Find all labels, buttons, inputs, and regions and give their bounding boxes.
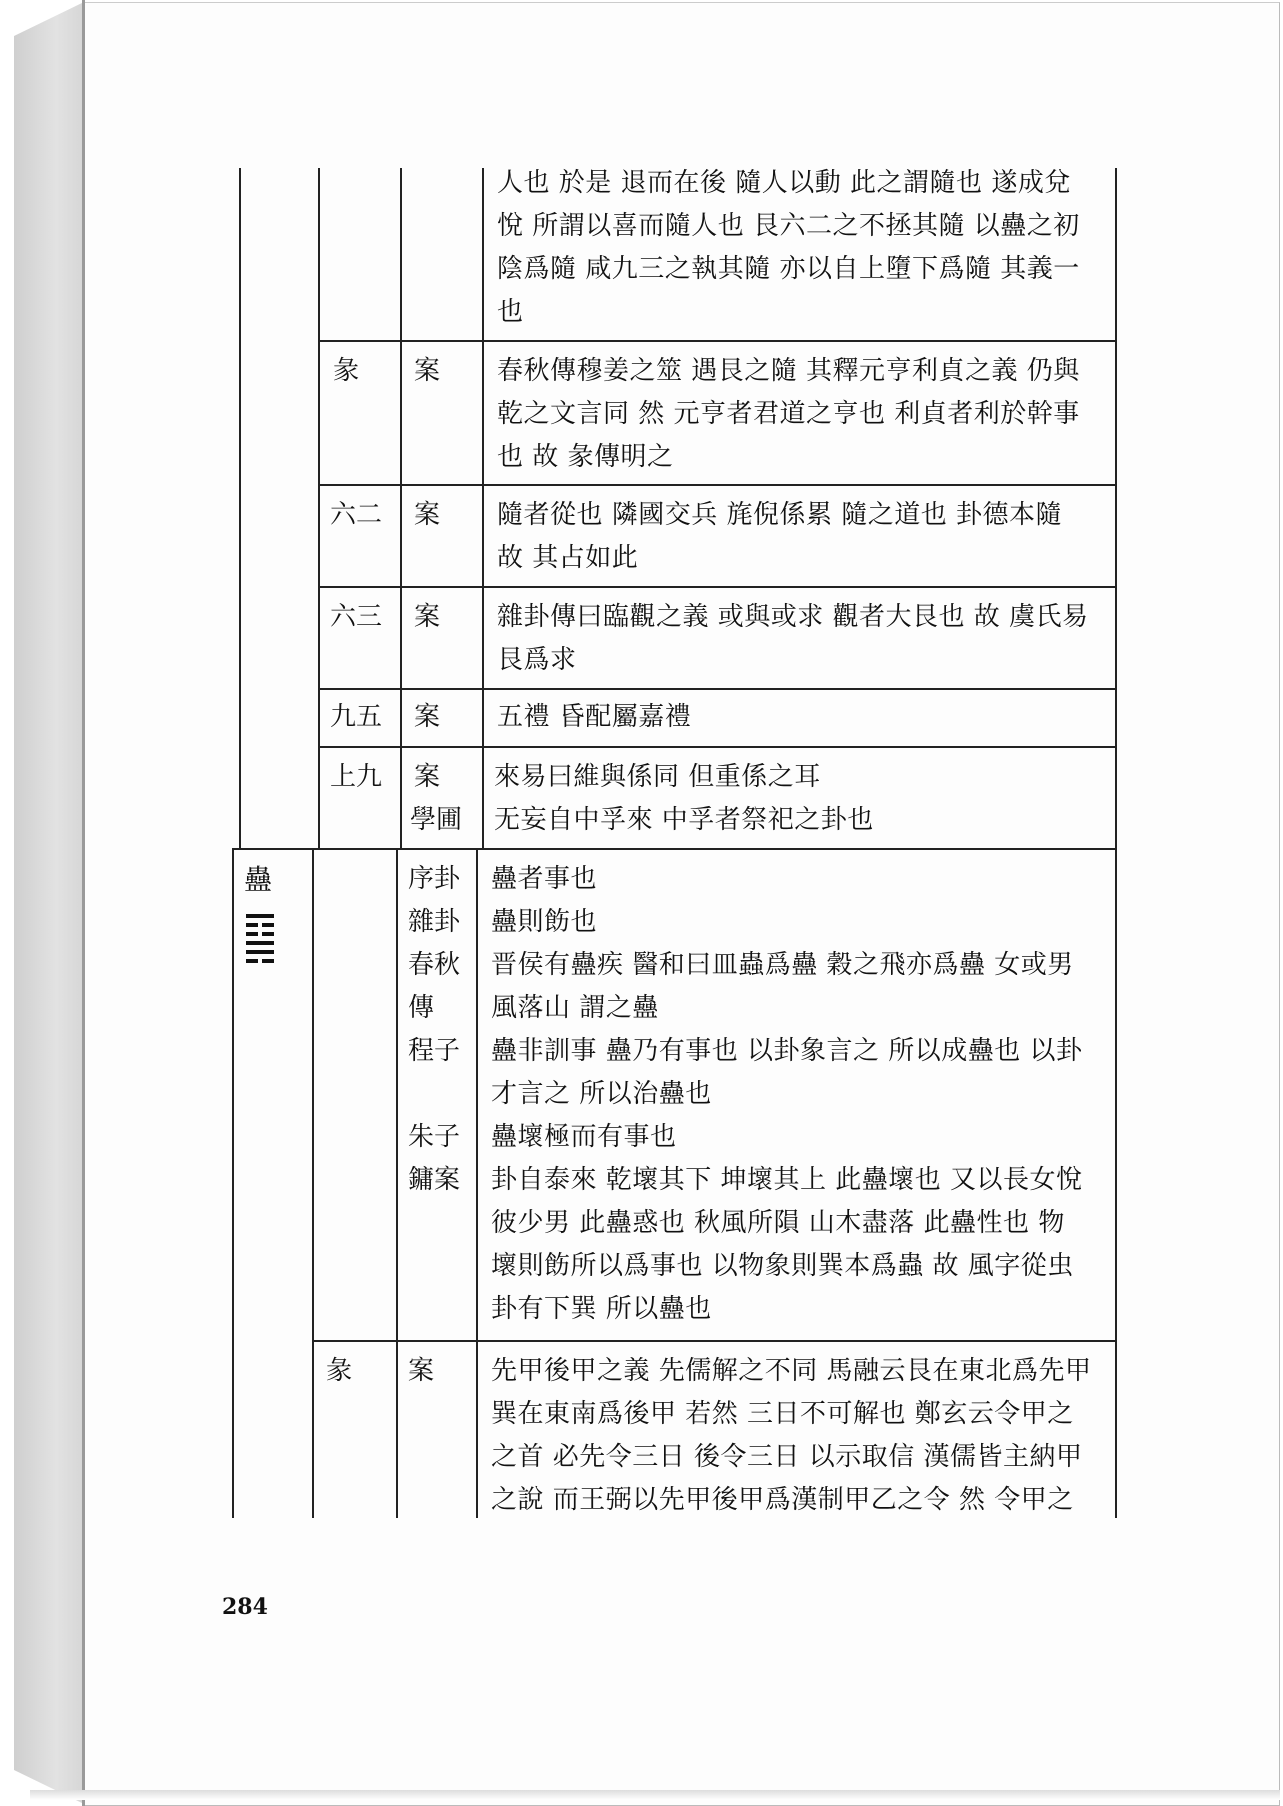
hexagram-title: 蠱 xyxy=(244,863,273,896)
source-label: 鏞案 xyxy=(408,1165,461,1195)
commentary-line: 乾之文言同 然 元亨者君道之亨也 利貞者利於幹事 xyxy=(497,399,1080,429)
column-divider xyxy=(476,850,478,1518)
hexagram-gu-icon xyxy=(246,914,274,968)
source-label: 案 xyxy=(414,702,441,732)
source-label: 朱子 xyxy=(408,1122,461,1152)
page-shadow xyxy=(30,1790,1280,1800)
commentary-line: 卦有下巽 所以蠱也 xyxy=(491,1294,712,1324)
row-divider xyxy=(232,848,1117,850)
source-label: 春秋 xyxy=(408,950,461,980)
line-label: 六三 xyxy=(330,602,383,632)
commentary-line: 无妄自中孚來 中孚者祭祀之卦也 xyxy=(494,805,874,835)
line-label: 六二 xyxy=(330,500,383,530)
source-label: 學圃 xyxy=(410,805,463,835)
row-divider xyxy=(318,340,1117,342)
row-divider xyxy=(318,484,1117,486)
column-divider xyxy=(312,850,314,1518)
source-label: 序卦 xyxy=(408,864,461,894)
commentary-line: 陰爲隨 咸九三之執其隨 亦以自上墮下爲隨 其義一 xyxy=(497,254,1080,284)
commentary-line: 卦自泰來 乾壞其下 坤壞其上 此蠱壞也 又以長女悅 xyxy=(491,1165,1083,1195)
commentary-line: 蠱則飭也 xyxy=(491,907,598,937)
source-label: 案 xyxy=(414,602,441,632)
commentary-line: 晋侯有蠱疾 醫和曰皿蟲爲蠱 穀之飛亦爲蠱 女或男 xyxy=(491,950,1074,980)
commentary-line: 蠱壞極而有事也 xyxy=(491,1122,677,1152)
source-label: 案 xyxy=(414,500,441,530)
commentary-line: 春秋傳穆姜之筮 遇艮之隨 其釋元亨利貞之義 仍與 xyxy=(497,356,1080,386)
row-divider xyxy=(312,1340,1117,1342)
row-divider xyxy=(318,586,1117,588)
source-label: 案 xyxy=(414,762,441,792)
commentary-line: 雜卦傳曰臨觀之義 或與或求 觀者大艮也 故 虞氏易 xyxy=(497,602,1089,632)
row-divider xyxy=(318,688,1117,690)
commentary-line: 蠱者事也 xyxy=(491,864,598,894)
commentary-line: 悅 所謂以喜而隨人也 艮六二之不拯其隨 以蠱之初 xyxy=(497,211,1080,241)
commentary-line: 之說 而王弼以先甲後甲爲漢制甲乙之令 然 令甲之 xyxy=(491,1485,1074,1515)
commentary-line: 也 xyxy=(497,297,524,327)
book-spine xyxy=(14,2,84,1804)
commentary-line: 來易曰維與係同 但重係之耳 xyxy=(494,762,821,792)
commentary-line: 人也 於是 退而在後 隨人以動 此之謂隨也 遂成兌 xyxy=(497,168,1071,198)
column-divider xyxy=(396,850,398,1518)
commentary-line: 風落山 謂之蠱 xyxy=(491,993,659,1023)
table-border-left xyxy=(232,850,234,1518)
table-border-left xyxy=(239,168,241,850)
line-label: 上九 xyxy=(330,762,383,792)
line-label: 九五 xyxy=(330,702,383,732)
commentary-line: 隨者從也 隣國交兵 旄倪係累 隨之道也 卦德本隨 xyxy=(497,500,1063,530)
source-label: 雜卦 xyxy=(408,907,461,937)
commentary-line: 先甲後甲之義 先儒解之不同 馬融云艮在東北爲先甲 xyxy=(491,1356,1092,1386)
commentary-line: 之首 必先令三日 後令三日 以示取信 漢儒皆主納甲 xyxy=(491,1442,1083,1472)
row-divider xyxy=(318,746,1117,748)
commentary-line: 也 故 彖傳明之 xyxy=(497,442,674,472)
commentary-line: 故 其占如此 xyxy=(497,543,639,573)
line-label: 彖 xyxy=(326,1356,353,1386)
page-number: 284 xyxy=(222,1594,268,1620)
table-border-right xyxy=(1115,168,1117,1518)
commentary-line: 彼少男 此蠱惑也 秋風所隕 山木盡落 此蠱性也 物 xyxy=(491,1208,1065,1238)
source-label: 程子 xyxy=(408,1036,461,1066)
source-label: 案 xyxy=(408,1356,435,1386)
commentary-line: 蠱非訓事 蠱乃有事也 以卦象言之 所以成蠱也 以卦 xyxy=(491,1036,1083,1066)
commentary-line: 艮爲求 xyxy=(497,645,577,675)
commentary-line: 五禮 昏配屬嘉禮 xyxy=(497,702,692,732)
commentary-line: 巽在東南爲後甲 若然 三日不可解也 鄭玄云令甲之 xyxy=(491,1399,1074,1429)
source-label: 傳 xyxy=(408,993,435,1023)
source-label: 案 xyxy=(414,356,441,386)
commentary-line: 壞則飭所以爲事也 以物象則巽本爲蟲 故 風字從虫 xyxy=(491,1251,1074,1281)
line-label: 彖 xyxy=(333,356,360,386)
commentary-line: 才言之 所以治蠱也 xyxy=(491,1079,712,1109)
